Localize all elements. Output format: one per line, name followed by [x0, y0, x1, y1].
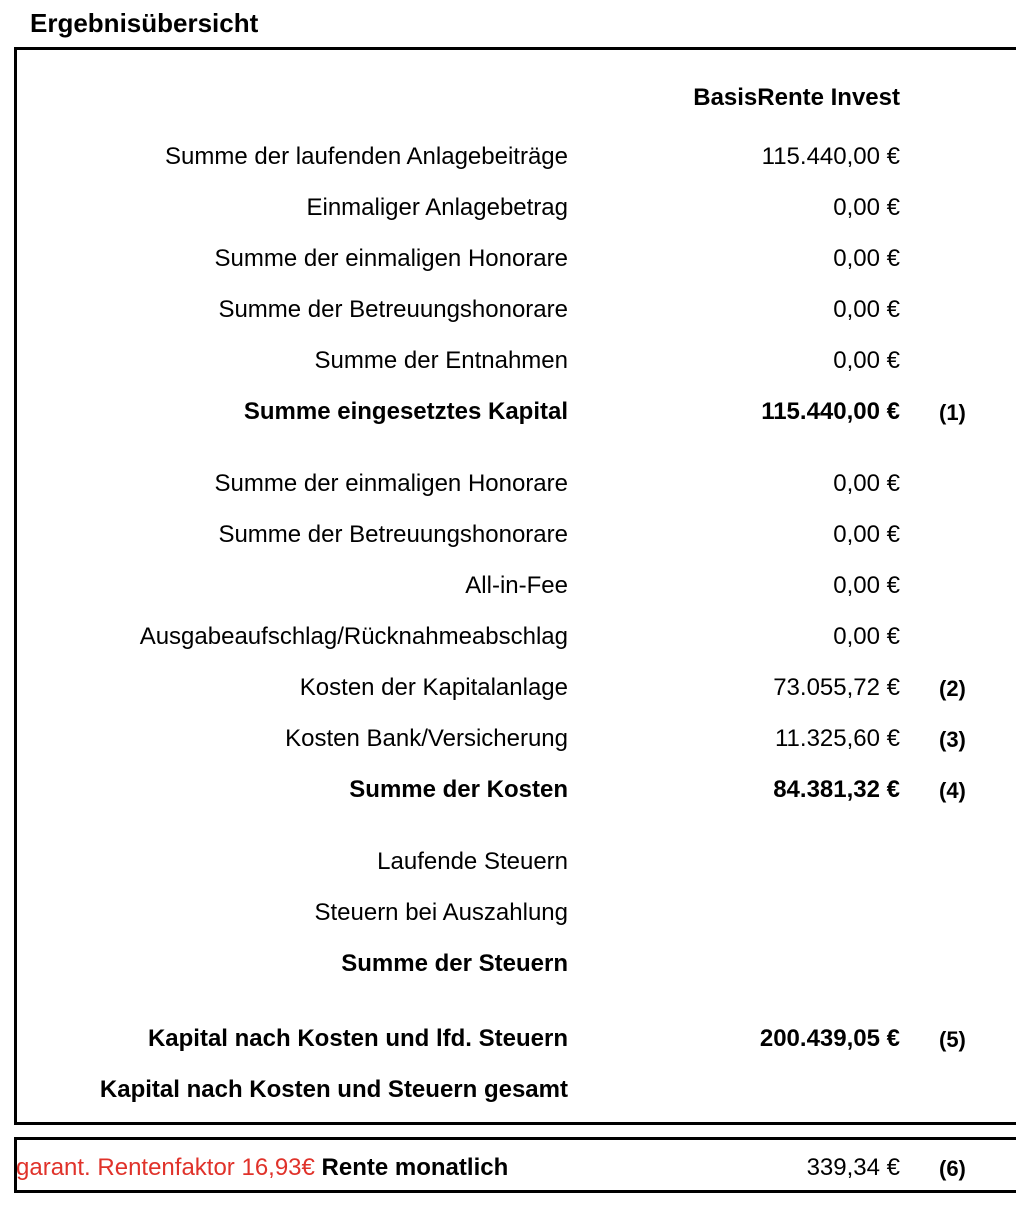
- row-label: Kapital nach Kosten und Steuern gesamt: [99, 1076, 568, 1103]
- row-value: 115.440,00 €: [761, 398, 900, 425]
- row-label: Ausgabeaufschlag/Rücknahmeabschlag: [139, 623, 568, 650]
- row-value: 0,00 €: [833, 623, 900, 650]
- row-label: Summe der Entnahmen: [314, 347, 568, 374]
- row-value: 0,00 €: [833, 470, 900, 497]
- table-row: [0, 950, 1016, 984]
- table-row: [0, 674, 1016, 708]
- row-label: Summe der einmaligen Honorare: [214, 245, 568, 272]
- row-value: 0,00 €: [833, 245, 900, 272]
- row-label: Summe der einmaligen Honorare: [214, 470, 568, 497]
- pension-factor-note: garant. Rentenfaktor 16,93€: [16, 1154, 315, 1181]
- row-value: 0,00 €: [833, 296, 900, 323]
- column-header: BasisRente Invest: [693, 84, 900, 111]
- page-title: Ergebnisübersicht: [30, 8, 259, 38]
- table-row: [0, 848, 1016, 882]
- row-label: Einmaliger Anlagebetrag: [306, 194, 568, 221]
- row-note: (4): [939, 778, 966, 803]
- row-label: Steuern bei Auszahlung: [314, 899, 568, 926]
- row-label: Summe eingesetztes Kapital: [243, 398, 568, 425]
- row-value: 0,00 €: [833, 347, 900, 374]
- row-note: (1): [939, 400, 966, 425]
- pension-row: [0, 1154, 1016, 1188]
- table-row: [0, 776, 1016, 810]
- table-row: [0, 398, 1016, 432]
- table-row: [0, 1076, 1016, 1110]
- row-label: Summe der Steuern: [341, 950, 568, 977]
- row-label: Kosten der Kapitalanlage: [299, 674, 568, 701]
- row-label: Summe der Kosten: [349, 776, 568, 803]
- table-row: [0, 143, 1016, 177]
- row-label: Summe der laufenden Anlagebeiträge: [165, 143, 568, 170]
- table-row: [0, 194, 1016, 228]
- pension-value: 339,34 €: [806, 1154, 900, 1181]
- table-row: [0, 470, 1016, 504]
- row-label: Summe der Betreuungshonorare: [218, 296, 568, 323]
- table-row: [0, 623, 1016, 657]
- row-label: Kapital nach Kosten und lfd. Steuern: [147, 1025, 568, 1052]
- table-row: [0, 521, 1016, 555]
- row-note: (3): [939, 727, 966, 752]
- table-row: [0, 347, 1016, 381]
- table-row: [0, 725, 1016, 759]
- row-value: 115.440,00 €: [761, 143, 900, 170]
- table-row: [0, 572, 1016, 606]
- table-row: [0, 899, 1016, 933]
- row-note: (5): [939, 1027, 966, 1052]
- row-note: (2): [939, 676, 966, 701]
- row-label: All-in-Fee: [465, 572, 568, 599]
- row-label: Summe der Betreuungshonorare: [218, 521, 568, 548]
- row-value: 0,00 €: [833, 572, 900, 599]
- row-value: 0,00 €: [833, 194, 900, 221]
- row-value: 200.439,05 €: [759, 1025, 900, 1052]
- pension-label: Rente monatlich: [321, 1154, 509, 1181]
- row-label: Laufende Steuern: [377, 848, 568, 875]
- row-value: 73.055,72 €: [773, 674, 900, 701]
- table-row: [0, 1025, 1016, 1059]
- row-value: 0,00 €: [833, 521, 900, 548]
- row-value: 84.381,32 €: [773, 776, 900, 803]
- row-value: 11.325,60 €: [774, 725, 900, 752]
- row-label: Kosten Bank/Versicherung: [285, 725, 568, 752]
- table-row: [0, 296, 1016, 330]
- table-row: [0, 245, 1016, 279]
- pension-note: (6): [939, 1156, 966, 1181]
